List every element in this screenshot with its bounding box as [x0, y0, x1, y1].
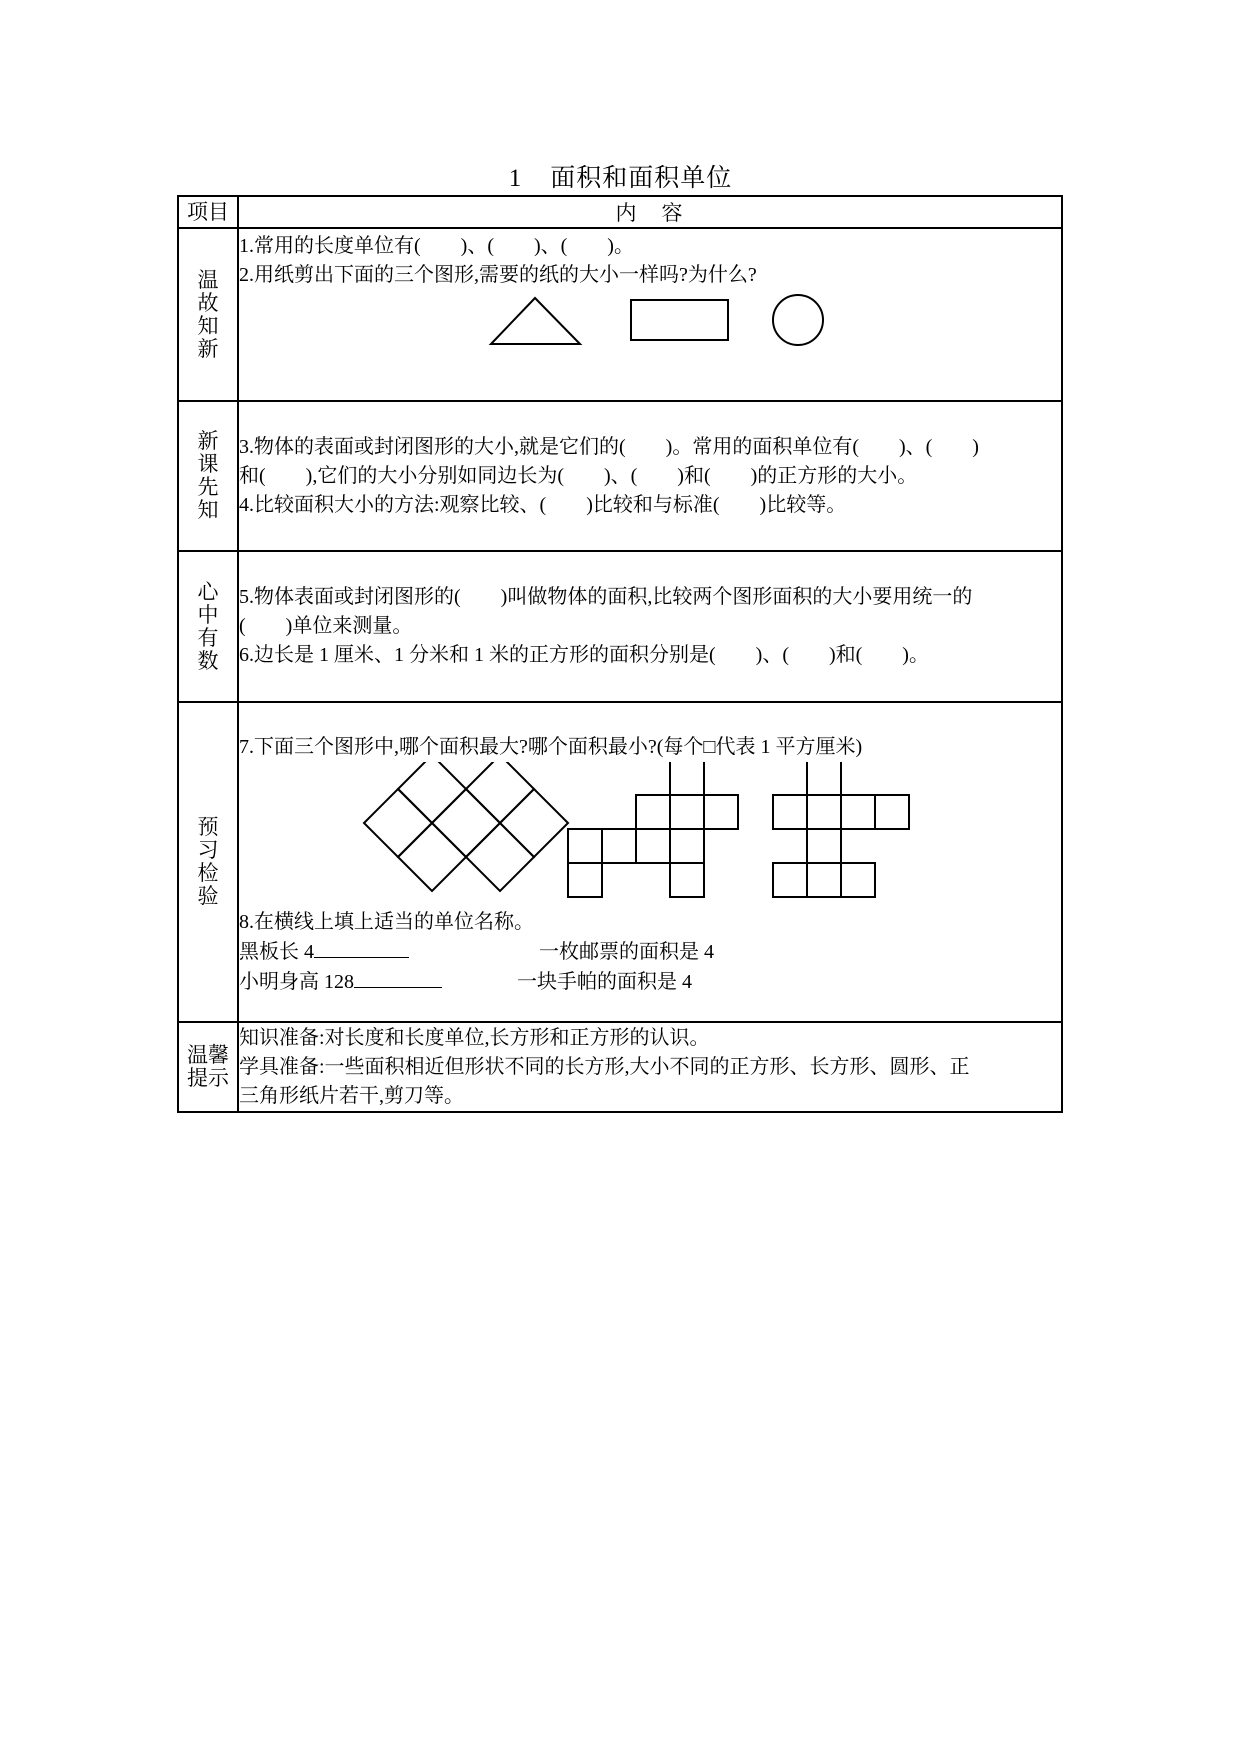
question-line: 2.用纸剪出下面的三个图形,需要的纸的大小一样吗?为什么?	[239, 264, 757, 286]
fill-right: 一块手帕的面积是 4	[517, 971, 692, 993]
question-line: 3.物体的表面或封闭图形的大小,就是它们的( )。常用的面积单位有( )、( )	[239, 435, 979, 458]
table-header-row	[178, 196, 1062, 228]
answer-blank[interactable]	[314, 937, 409, 958]
table-row	[178, 1022, 1062, 1112]
row-content	[238, 228, 1062, 401]
row-category	[178, 702, 238, 1022]
category-label: 心中有数	[197, 579, 219, 673]
category-label: 温故知新	[197, 267, 219, 361]
row-content	[238, 551, 1062, 702]
row-category	[178, 228, 238, 401]
category-label: 温馨提示	[187, 1043, 229, 1090]
square-grid-shape-c	[773, 762, 909, 897]
shapes-figure	[239, 290, 1039, 356]
table-row	[178, 551, 1062, 702]
page-title	[0, 158, 1241, 194]
row-content	[238, 702, 1062, 1022]
fill-left: 小明身高 128	[239, 971, 354, 993]
triangle-shape	[491, 298, 580, 344]
rectangle-shape	[631, 300, 728, 340]
header-item: 项目	[178, 196, 238, 228]
question-line: 1.常用的长度单位有( )、( )、( )。	[239, 235, 634, 257]
question-7: 7.下面三个图形中,哪个面积最大?哪个面积最小?(每个□代表 1 平方厘米)	[239, 736, 863, 758]
row-category	[178, 401, 238, 551]
answer-blank[interactable]	[354, 967, 442, 988]
title-number: 1	[508, 165, 523, 192]
question-line: 和( ),它们的大小分别如同边长为( )、( )和( )的正方形的大小。	[239, 464, 918, 487]
tip-line: 知识准备:对长度和长度单位,长方形和正方形的认识。	[239, 1026, 710, 1049]
title-text: 面积和面积单位	[550, 165, 733, 192]
grid-shapes-figure	[239, 762, 1039, 902]
question-line: 4.比较面积大小的方法:观察比较、( )比较和与标准( )比较等。	[239, 493, 847, 516]
question-8: 8.在横线上填上适当的单位名称。	[239, 911, 534, 933]
table-row	[178, 228, 1062, 401]
table-row	[178, 702, 1062, 1022]
table-row	[178, 401, 1062, 551]
header-content: 内 容	[238, 196, 1062, 228]
question-line: 6.边长是 1 厘米、1 分米和 1 米的正方形的面积分别是( )、( )和( )。	[239, 644, 929, 666]
row-content	[238, 401, 1062, 551]
diamond-grid-shape	[364, 762, 568, 891]
fill-left: 黑板长 4	[239, 941, 314, 963]
fill-right: 一枚邮票的面积是 4	[539, 941, 714, 963]
square-grid-shape-b	[568, 762, 738, 897]
row-category	[178, 551, 238, 702]
category-label: 预习检验	[197, 815, 219, 908]
question-line: ( )单位来测量。	[239, 615, 413, 637]
fill-line	[239, 937, 1061, 967]
circle-shape	[773, 295, 823, 345]
category-label: 新课先知	[197, 429, 219, 522]
worksheet-table	[177, 195, 1063, 1113]
row-content	[238, 1022, 1062, 1112]
tip-line: 学具准备:一些面积相近但形状不同的长方形,大小不同的正方形、长方形、圆形、正	[239, 1055, 970, 1078]
question-line: 5.物体表面或封闭图形的( )叫做物体的面积,比较两个图形面积的大小要用统一的	[239, 586, 973, 608]
row-category	[178, 1022, 238, 1112]
tip-line: 三角形纸片若干,剪刀等。	[239, 1084, 464, 1107]
fill-line	[239, 967, 1061, 997]
